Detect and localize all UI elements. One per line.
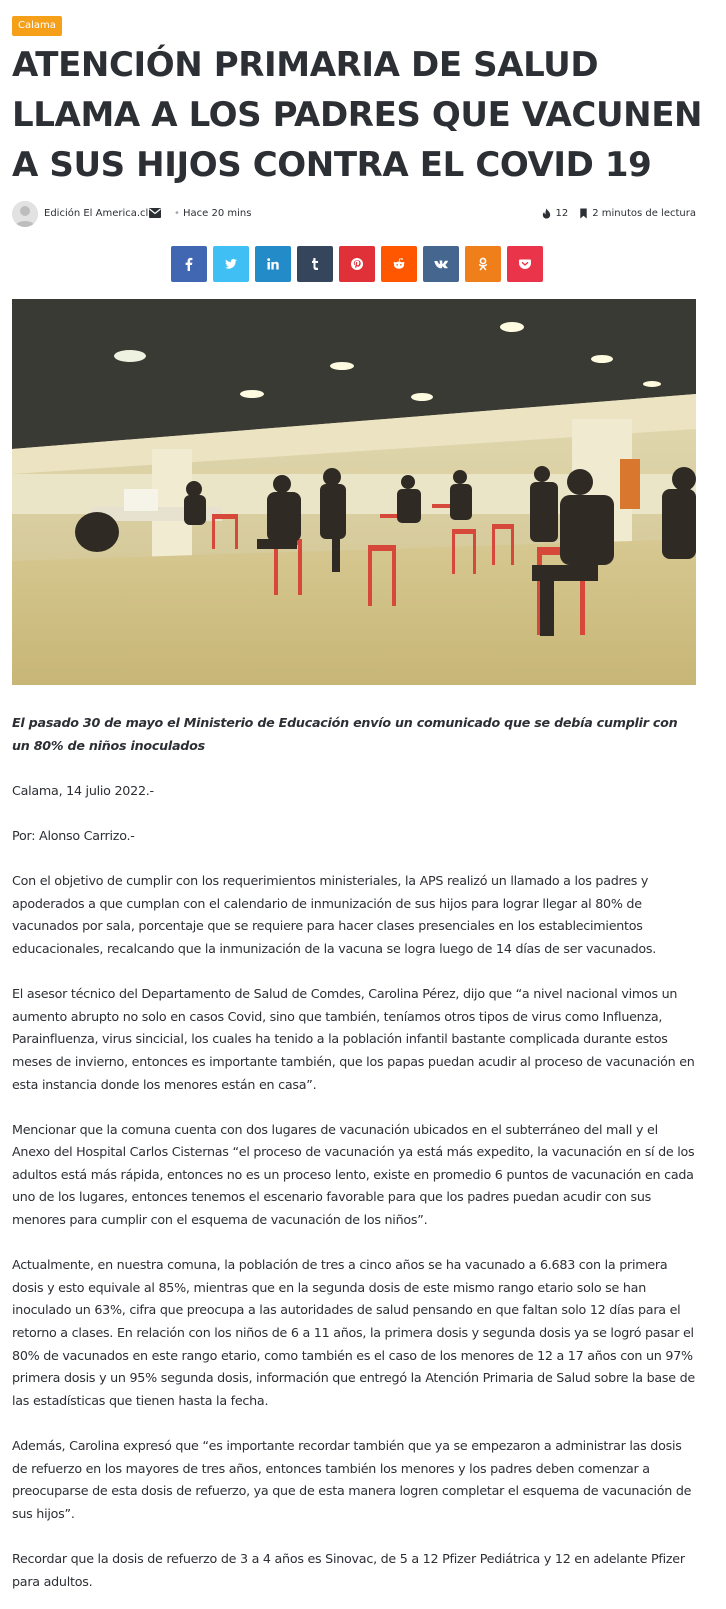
facebook-icon [182,257,196,271]
category-badge[interactable]: Calama [12,16,62,36]
article-byline: Por: Alonso Carrizo.- [12,827,135,843]
share-button-pocket[interactable] [507,246,543,282]
article-body [12,712,698,1609]
reading-time [578,208,696,219]
fire-icon [541,208,552,219]
views-value: 12 [555,208,569,219]
author-name-link[interactable]: Edición El America.cl [44,208,149,219]
pinterest-icon [350,257,364,271]
article-paragraph: Mencionar que la comuna cuenta con dos lugares de vacunación ubicados en el subterráneo del mall y el Anexo del Hospital Carlos Cisternas “el proceso de vacunación ya está más expedito, la vacunación en sí de los adultos está más rápida, entonces no es un proceso lento, existe en promedio 6 puntos de vacunación en cada uno de los lugares, entonces tenemos el escenario favorable para que los padres puedan acudir con sus menores para cumplir con el esquema de vacunación de los niños”. [12,1121,695,1228]
post-stats [541,208,696,219]
views-count [541,208,568,219]
share-button-vk[interactable] [423,246,459,282]
share-button-reddit[interactable] [381,246,417,282]
share-button-tumblr[interactable] [297,246,333,282]
post-title: ATENCIÓN PRIMARIA DE SALUD LLAMA A LOS PADRES QUE VACUNEN A SUS HIJOS CONTRA EL COVID 19 [12,45,703,185]
share-buttons [171,246,543,282]
share-button-facebook[interactable] [171,246,207,282]
share-button-pinterest[interactable] [339,246,375,282]
article-paragraph: Actualmente, en nuestra comuna, la población de tres a cinco años se ha vacunado a 6.683 con la primera dosis y esto equivale al 85%, mientras que en la segunda dosis de este mismo rango etario solo se han inoculado un 63%, cifra que preocupa a las autoridades de salud pensando en que faltan solo 12 días para el retorno a clases. En relación con los niños de 6 a 11 años, la primera dosis y segunda dosis ya se logró pasar el 80% de vacunados en este rango etario, como también es el caso de los menores de 12 a 17 años con un 97% primera dosis y un 95% segunda dosis, información que entregó la Atención Primaria de Salud sobre la base de las estadísticas que tienen hasta la fecha. [12,1257,695,1408]
article-paragraph: Además, Carolina expresó que “es importante recordar también que ya se empezaron a administrar las dosis de refuerzo en los mayores de tres años, entonces también los menores y los padres deben comenzar a preocuparse de esta dosis de refuerzo, ya que de esta manera logren completar el esquema de vacunación de sus hijos”. [12,1438,692,1521]
share-button-linkedin[interactable] [255,246,291,282]
odnoklassniki-icon [476,257,490,271]
share-button-odnoklassniki[interactable] [465,246,501,282]
tumblr-icon [308,257,322,271]
featured-image [12,299,696,685]
post-time-ago: Hace 20 mins [183,208,252,219]
author-avatar[interactable] [12,201,38,227]
vk-icon [434,257,448,271]
article-lead: El pasado 30 de mayo el Ministerio de Educación envío un comunicado que se debía cumplir con un 80% de niños inoculados [12,715,678,753]
reddit-icon [392,257,406,271]
post-meta [12,201,696,229]
twitter-icon [224,257,238,271]
bookmark-icon [578,208,589,219]
article-dateline: Calama, 14 julio 2022.- [12,782,154,798]
pocket-icon [518,257,532,271]
article-paragraph: Con el objetivo de cumplir con los requerimientos ministeriales, la APS realizó un llamado a los padres y apoderados a que cumplan con el calendario de inmunización de sus hijos para lograr llegar al 80% de vacunados por sala, porcentaje que se requiere para hacer clases presenciales en los establecimientos educacionales, recalcando que la inmunización de la vacuna se logra luego de 14 días de ser vacunados. [12,873,657,956]
article-paragraph: El asesor técnico del Departamento de Salud de Comdes, Carolina Pérez, dijo que “a nivel nacional vimos un aumento abrupto no solo en casos Covid, sino que también, teníamos otros tipos de virus como Influenza, Parainfluenza, virus sincicial, los cuales ha tenido a la población infantil bastante complicada durante estos meses de invierno, entonces es importante también, que los papas puedan acudir al proceso de vacunación en esta instancia donde los menores están en casa”. [12,986,695,1092]
linkedin-icon [266,257,280,271]
article-paragraph: Recordar que la dosis de refuerzo de 3 a 4 años es Sinovac, de 5 a 12 Pfizer Pediátrica y 12 en adelante Pfizer para adultos. [12,1550,685,1589]
meta-separator: • [174,208,180,219]
share-button-twitter[interactable] [213,246,249,282]
reading-time-value: 2 minutos de lectura [592,208,696,219]
envelope-icon[interactable] [149,208,161,218]
